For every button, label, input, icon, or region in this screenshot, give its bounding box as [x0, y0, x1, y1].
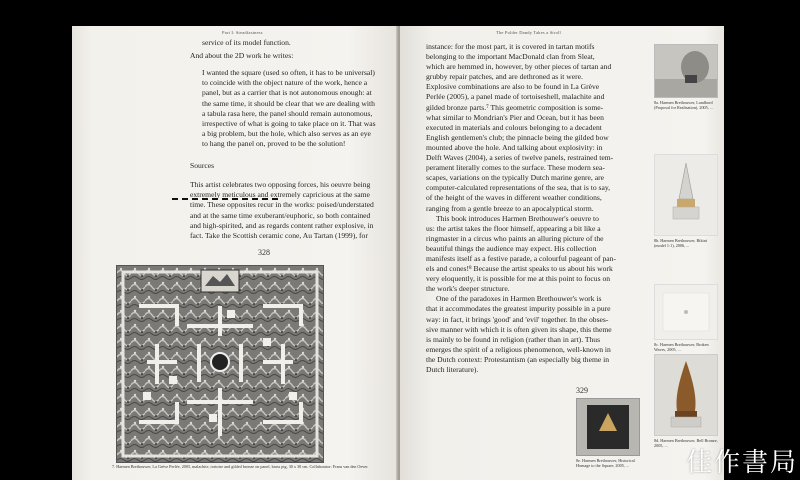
section-heading: Sources	[190, 161, 215, 170]
text-line: els and cones!⁸ Because the artist speaks to us about his work	[426, 264, 613, 274]
text-line: which are hemmed in, however, by other pieces of tartan and	[426, 62, 612, 72]
caption-8e: 8e. Harmen Brethouwer, Historical Homage to the Square, 2005, ...	[576, 458, 635, 469]
left-running-head: Part I: Steadfastness	[222, 30, 263, 35]
right-body-text	[426, 42, 616, 375]
right-page-number: 329	[576, 386, 588, 395]
quote-line: irrespective of what is going to take place on it. That was	[202, 119, 376, 129]
text-line: ringmaster in a circus who paints an alluring picture of the	[426, 233, 604, 243]
text-line: sive manner with which it is often given its shape, this theme	[426, 324, 612, 334]
thumb-broken-waves	[654, 284, 718, 340]
quote-line: to hang the panel on, proved to be the solution!	[202, 139, 346, 149]
thumb-historical-homage	[576, 398, 640, 456]
text-line: perament literally comes to the surface. These modern sea-	[426, 163, 605, 173]
text-line: very eloquently, it is possible for me at this point to focus on	[426, 274, 611, 284]
block-quote	[202, 68, 376, 150]
text-line: fact. Take the Scottish ceramic cone, Au Tartan (1999), for	[190, 231, 368, 241]
text-line: the work's deeper structure.	[426, 284, 510, 294]
text-line: ranging from a gentle breeze to an apocalyptical storm.	[426, 203, 594, 213]
left-page-number: 328	[258, 248, 270, 257]
text-line: scapes, variations on the typically Dutch marine genre, are	[426, 173, 604, 183]
thumb-bikini-cone	[654, 154, 718, 236]
text-line: Delft Waves (2004), a series of twelve panels, restrained tem-	[426, 153, 614, 163]
text-line: instance: for the most part, it is covered in tartan motifs	[426, 42, 595, 51]
text-line: is mainly to be found in religion (rather than in art). Thus	[426, 334, 601, 344]
text-line: what similar to Mondrian's Pier and Ocean, but it has been	[426, 112, 604, 122]
text-line: This book introduces Harmen Brethouwer's oeuvre to	[436, 213, 599, 223]
left-text-top	[190, 38, 294, 61]
text-line: that it accommodates the greatest impurity possible in a pure	[426, 304, 611, 314]
text-line: manifests itself as a festive parade, a colourful pageant of pan-	[426, 253, 616, 263]
caption-8d: 8d. Harmen Brethouwer, Bell Bronze, 2005, ...	[654, 438, 718, 449]
quote-line: to coincide with the object nature of the work, hence a	[202, 78, 368, 88]
text-line: and at the same time exuberant/euphoric, so both contained	[190, 210, 371, 220]
left-page	[72, 26, 398, 480]
artwork-image	[117, 266, 323, 462]
text-line: computer-calculated representations of the sea, that is to say,	[426, 183, 611, 193]
caption-8a: 8a. Harmen Brethouwer, Landbord (Proposal for Realisation), 2005, ...	[654, 100, 713, 111]
quote-line: panel, but as a carrier that is not autonomous enough: at	[202, 88, 372, 98]
text-line: gilded bronze parts.⁷ This geometric composition is some-	[426, 102, 604, 112]
artwork-la-greve-perlee	[116, 265, 324, 463]
text-line: Perlée (2005), a panel made of tortoiseshell, malachite and	[426, 92, 605, 102]
text-line: English gentlemen's club; the pinnacle being the gilded bow	[426, 132, 609, 142]
text-line: emerges the spirit of a religious phenomenon, well-known in	[426, 344, 611, 354]
thumb-landbord	[654, 44, 718, 98]
right-running-head: The Polder Dandy Takes a Stroll	[496, 30, 561, 35]
text-line: And about the 2D work he writes:	[190, 51, 294, 61]
watermark-logo: 佳作書局	[686, 448, 799, 478]
text-line: of the height of the waves in different weather conditions,	[426, 193, 602, 203]
caption-8c: 8c. Harmen Brethouwer, Broken Waves, 2005, ...	[654, 342, 709, 353]
text-line: mounted above the hole. And talking about explosivity: in	[426, 142, 603, 152]
text-line: belonging to the important MacDonald clan from Sleat,	[426, 52, 595, 62]
text-line: This artist celebrates two opposing forces, his oeuvre being	[190, 180, 371, 189]
quote-line: a big problem, but the hole, which also serves as an eye	[202, 129, 371, 139]
text-line: Explosive combinations are also to be found in La Grève	[426, 82, 600, 92]
text-line: extremely meticulous and extremely capricious at the same	[190, 190, 370, 200]
text-line: beautiful things the audience may expect. His collection	[426, 243, 597, 253]
text-line: the Dutch context: Protestantism (an especially big theme in	[426, 354, 610, 364]
artwork-caption: 7. Harmen Brethouwer, La Grève Perlée, 2005, malachite, tortoise and gilded bronze on panel, brass pig, 30 x 30 cm. Collaborator: Frans van den Oever.	[112, 464, 369, 469]
text-line: grubby repair patches, and are dethroned as it were.	[426, 72, 583, 82]
text-line: One of the paradoxes in Harmen Brethouwer's work is	[436, 294, 602, 304]
thumb-bell-bronze	[654, 354, 718, 436]
right-page	[400, 26, 724, 480]
quote-line: a tabula rasa here, the panel should remain autonomous,	[202, 108, 373, 118]
text-line: executed in materials and colours belonging to a decadent	[426, 122, 602, 132]
text-line: Dutch literature).	[426, 365, 479, 374]
open-book	[72, 26, 724, 480]
text-line: time. These opposites recur in the works: poised/understated	[190, 200, 374, 210]
caption-8b: 8b. Harmen Brethouwer, Bikini (model 1:1), 2006, ...	[654, 238, 707, 249]
text-line: and high-spirited, and as regards content rather explosive, in	[190, 220, 374, 230]
left-body-text	[190, 180, 374, 241]
text-line: service of its model function.	[202, 38, 291, 47]
quote-line: I wanted the square (used so often, it has to be universal)	[202, 68, 375, 77]
quote-line: the same time, it should be clear that we are dealing with	[202, 98, 375, 108]
text-line: us: the artist takes the floor himself, appearing a bit like a	[426, 223, 601, 233]
text-line: way: in fact, it brings 'good' and 'evil' together. In the obses-	[426, 314, 609, 324]
dashed-rule	[172, 198, 278, 200]
